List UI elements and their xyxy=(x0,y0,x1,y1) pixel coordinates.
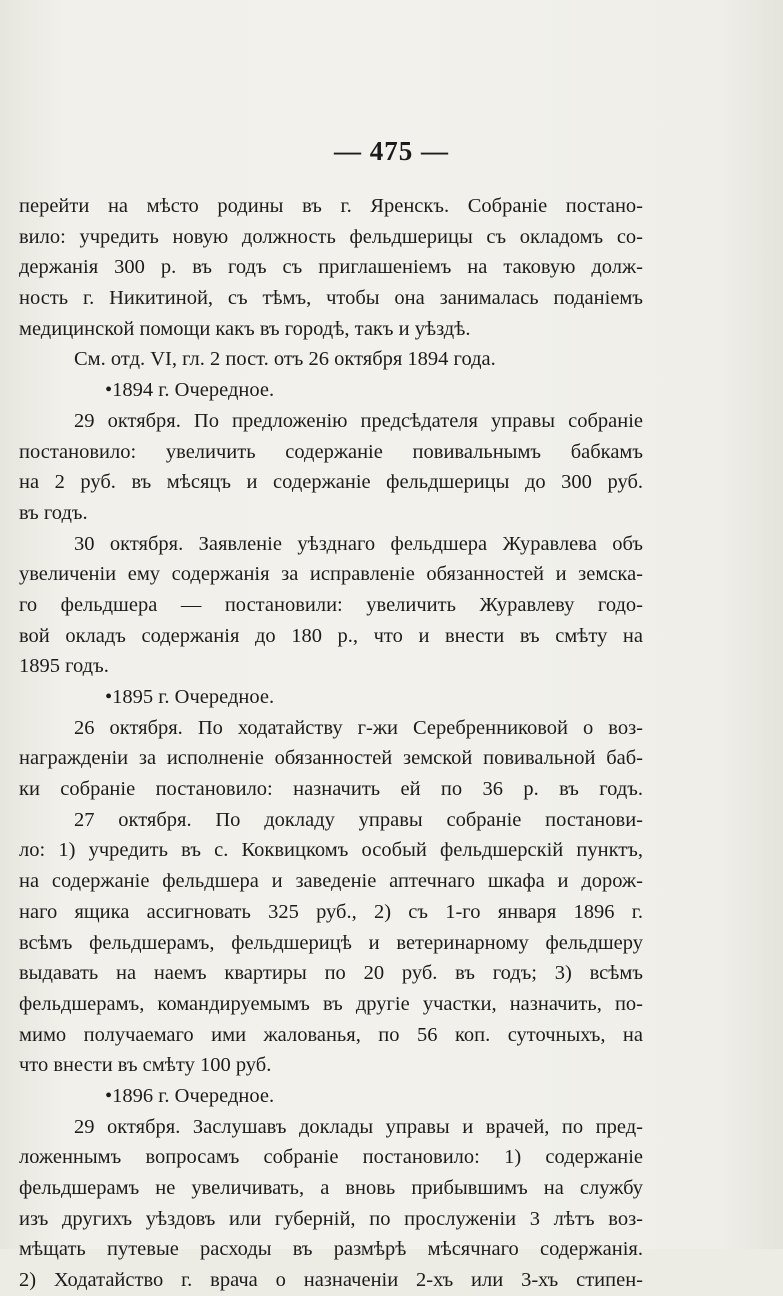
section-heading-1894: •1894 г. Очередное. xyxy=(105,379,275,402)
text-line: ложеннымъ вопросамъ собраніе постановило: 1) содержаніе xyxy=(19,1146,643,1169)
text-line: награжденіи за исполненіе обязанностей земской повивальной баб- xyxy=(19,747,643,770)
text-line: вило: учредить новую должность фельдшерицы съ окладомъ со- xyxy=(19,225,643,248)
text-line: наго ящика ассигновать 325 руб., 2) съ 1-го января 1896 г. xyxy=(19,900,643,923)
body-text xyxy=(19,191,643,1296)
text-line: вой окладъ содержанія до 180 р., что и внести въ смѣту на xyxy=(19,624,643,647)
text-line: 1895 годъ. xyxy=(19,655,109,678)
text-line: мимо получаемаго ими жалованья, по 56 коп. суточныхъ, на xyxy=(19,1023,643,1046)
text-line: что внести въ смѣту 100 руб. xyxy=(19,1054,272,1077)
text-line: ло: 1) учредить въ с. Коквицкомъ особый фельдшерскій пунктъ, xyxy=(19,839,643,862)
page-number: — 475 — xyxy=(334,136,449,166)
text-line: 26 октября. По ходатайству г-жи Серебренниковой о воз- xyxy=(74,716,643,739)
text-line: 30 октября. Заявленіе уѣзднаго фельдшера Журавлева объ xyxy=(74,532,643,555)
text-line: го фельдшера — постановили: увеличить Журавлеву годо- xyxy=(19,593,643,616)
text-line: всѣмъ фельдшерамъ, фельдшерицѣ и ветеринарному фельдшеру xyxy=(19,931,643,954)
text-line: увеличеніи ему содержанія за исправленіе обязанностей и земска- xyxy=(19,563,643,586)
text-line: на содержаніе фельдшера и заведеніе аптечнаго шкафа и дорож- xyxy=(19,870,643,893)
section-heading-1896: •1896 г. Очередное. xyxy=(105,1084,275,1107)
text-line: мѣщать путевые расходы въ размѣрѣ мѣсячнаго содержанія. xyxy=(19,1238,643,1261)
text-line: въ годъ. xyxy=(19,501,88,524)
cross-reference: См. отд. VI, гл. 2 пост. отъ 26 октября 1894 года. xyxy=(74,348,496,371)
text-line: постановило: увеличить содержаніе повивальнымъ бабкамъ xyxy=(19,440,643,463)
text-line: медицинской помощи какъ въ городѣ, такъ и уѣздѣ. xyxy=(19,317,471,340)
text-line: 29 октября. Заслушавъ доклады управы и врачей, по пред- xyxy=(74,1115,643,1138)
text-line: ность г. Никитиной, съ тѣмъ, чтобы она занималась поданіемъ xyxy=(19,287,643,310)
text-line: 27 октября. По докладу управы собраніе постанови- xyxy=(74,808,643,831)
text-line: выдавать на наемъ квартиры по 20 руб. въ годъ; 3) всѣмъ xyxy=(19,962,643,985)
text-line: фельдшерамъ не увеличивать, а вновь прибывшимъ на службу xyxy=(19,1177,643,1199)
text-line: держанія 300 р. въ годъ съ приглашеніемъ на таковую долж- xyxy=(19,256,643,279)
text-line: перейти на мѣсто родины въ г. Яренскъ. Собраніе постано- xyxy=(19,195,643,217)
text-line: ки собраніе постановило: назначить ей по 36 р. въ годъ. xyxy=(19,778,643,801)
section-heading-1895: •1895 г. Очередное. xyxy=(105,686,275,708)
text-line: фельдшерамъ, командируемымъ въ другіе участки, назначить, по- xyxy=(19,992,643,1015)
text-line: изъ другихъ уѣздовъ или губерній, по прослуженіи 3 лѣтъ воз- xyxy=(19,1207,643,1230)
text-line: на 2 руб. въ мѣсяцъ и содержаніе фельдшерицы до 300 руб. xyxy=(19,471,643,494)
text-line: 29 октября. По предложенію предсѣдателя управы собраніе xyxy=(74,409,643,432)
text-line: 2) Ходатайство г. врача о назначеніи 2-хъ или 3-хъ стипен- xyxy=(19,1269,643,1292)
